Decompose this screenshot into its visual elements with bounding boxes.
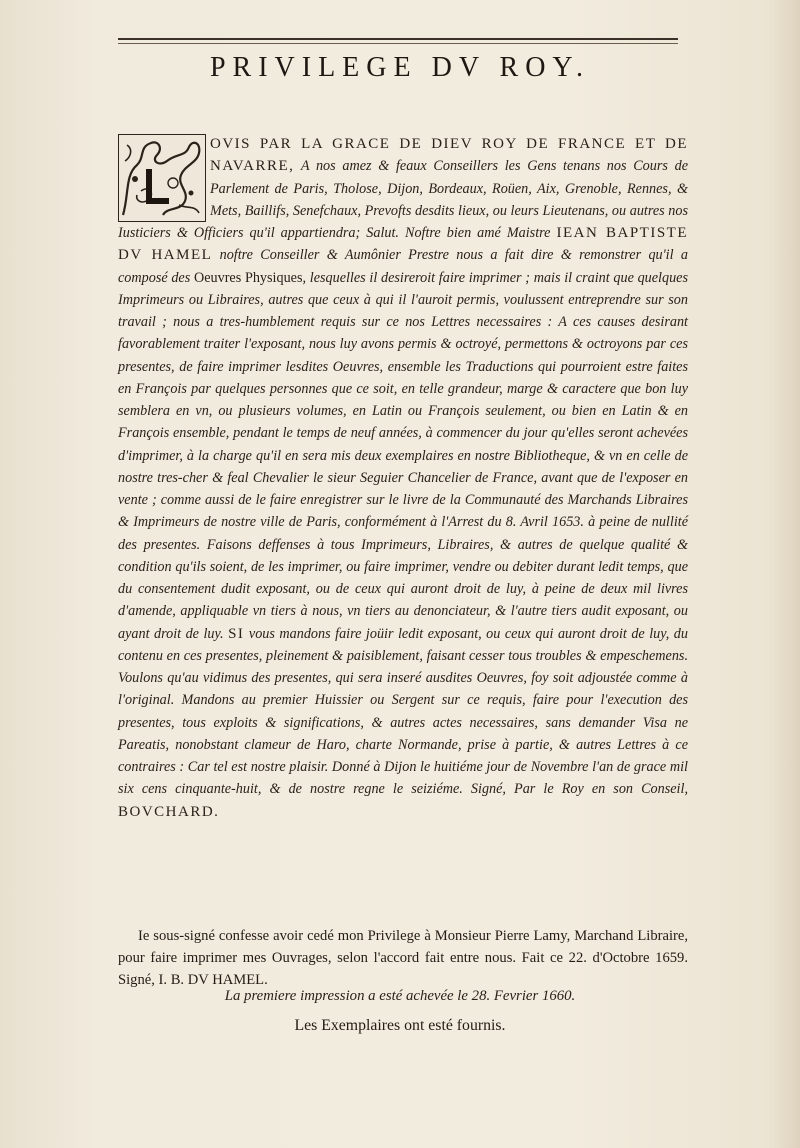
header-rule xyxy=(118,38,678,40)
header-rule-thin xyxy=(118,43,678,44)
grant-paragraph: Ie sous-signé confesse avoir cedé mon Privilege à Monsieur Pierre Lamy, Marchand Libraire, pour faire imprimer mes Ouvrages, selon l'accord fait entre nous. Fait ce 22. d'Octobre 1659. Signé, I. B. DV HAMEL. xyxy=(118,928,688,988)
page-title: PRIVILEGE DV ROY. xyxy=(209,52,591,83)
privilege-text-part-4: vous mandons faire joüir ledit exposant, ou ceux qui auront droit de luy, du contenu en ces presentes, pleinement & paisiblement, faisant cesser tous troubles & empeschemens. Voulons qu'au vidimus des presentes, qui sera inseré ausdites Oeuvres, foy soit adjoustée comme à l'original. Mandons au premier Huissier ou Sergent sur ce requis, faire pour l'execution des presentes, tous exploits & significations, & autres actes necessaires, sans demander Visa ne Pareatis, nonobstant clameur de Haro, charte Normande, prise à partie, & autres Lettres à ce contraires : Car tel est nostre plaisir. Donné à Dijon le huitiéme jour de Novembre l'an de grace mil six cens cinquante-huit, & de nostre regne le seiziéme. Signé, Par le Roy en son Conseil, xyxy=(118,625,688,798)
opening-caps: OVIS PAR LA GRACE DE DIEV ROY DE FRANCE ET DE NAVARRE, xyxy=(210,136,688,175)
initial-spacer xyxy=(118,133,206,217)
si-word: SI xyxy=(228,625,245,642)
copies-note: Les Exemplaires ont esté fournis. xyxy=(294,1017,506,1034)
privilege-text-part-3: , lesquelles il desireroit faire imprimer ; mais il craint que quelques Imprimeurs ou Libraires, autres que ceux à qui il l'auroit permis, voulussent entreprendre sur son travail ; nous a tres-humblement requis sur ce nos Lettres necessaires : A ces causes desirant favorablement traiter l'exposant, nous luy avons permis & octroyé, permettons & octroyons par ces presentes, de faire imprimer lesdites Oeuvres, ensemble les Traductions qui pourroient estre faites en François par quelques personnes que ce soit, en telle grandeur, marge & caractere que bon luy semblera en vn, ou plusieurs volumes, en Latin ou François seulement, ou bien en Latin & en François ensemble, pendant le temps de neuf années, à commencer du jour qu'elles seront achevées d'imprimer, à la charge qu'il en sera mis deux exemplaires en nostre Bibliotheque, & vn en celle de nostre tres-cher & feal Chevalier le sieur Seguier Chancelier de France, avant que de l'exposer en vente ; comme aussi de le faire enregistrer sur le livre de la Communauté des Marchands Libraires & Imprimeurs de nostre ville de Paris, conformément à l'Arrest du 8. Avril 1653. à peine de nullité des presentes. Faisons deffenses à tous Imprimeurs, Libraires, & autres de quelque qualité & condition qu'ils soient, de les imprimer, ou faire imprimer, vendre ou debiter durant ledit temps, que du consentement dudit exposant, ou de ceux qui auront droit de luy, à peine de deux mil livres d'amende, appliquable vn tiers à nous, vn tiers au denonciateur, & l'autre tiers audit exposant, ou ayant droit de luy. xyxy=(118,269,688,642)
work-title: Oeuvres Physiques xyxy=(193,269,303,286)
author-name: IEAN BAPTISTE DV HAMEL xyxy=(118,225,688,264)
first-print-note: La premiere impression a esté achevée le 28. Fevrier 1660. xyxy=(224,988,576,1004)
privilege-text-part-2: noftre Conseiller & Aumônier Prestre nous a fait dire & remonstrer qu'il a composé des xyxy=(118,247,688,286)
privilege-text-part-1: A nos amez & feaux Conseillers les Gens tenans nos Cours de Parlement de Paris, Tholose, Dijon, Bordeaux, Roüen, Aix, Grenoble, Rennes, & Mets, Baillifs, Senefchaux, Prevofts desdits lieux, ou leurs Lieutenans, ou autres nos Iusticiers & Officiers qu'il appartiendra; Salut. Noftre bien amé Maistre xyxy=(118,158,688,241)
privilege-text xyxy=(118,133,688,823)
signature: BOVCHARD. xyxy=(118,803,220,820)
